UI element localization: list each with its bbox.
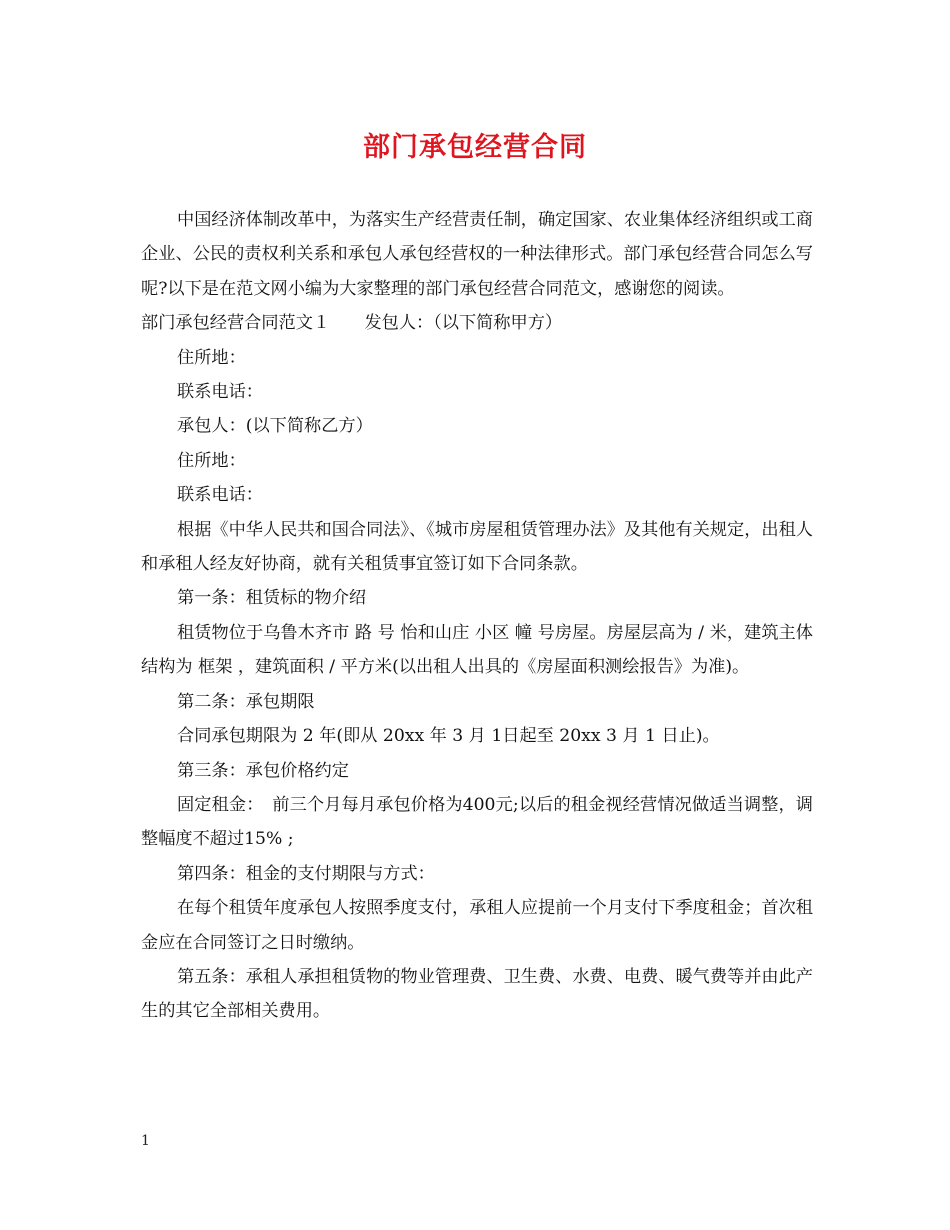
article-5-body: 第五条：承租人承担租赁物的物业管理费、卫生费、水费、电费、暖气费等并由此产生的其它全部相关费用。	[141, 966, 813, 1022]
article-2-body: 合同承包期限为 2 年(即从 20xx 年 3 月 1日起至 20xx 3 月 1 日止)。	[177, 726, 720, 747]
party-b-phone: 联系电话：	[177, 485, 263, 506]
page-number: 1	[141, 1133, 150, 1149]
article-3-body: 固定租金： 前三个月每月承包价格为400元;以后的租金视经营情况做适当调整，调整幅度不超过15% ;	[141, 794, 813, 850]
party-b-address: 住所地：	[177, 450, 246, 471]
article-1-body: 租赁物位于乌鲁木齐市 路 号 怡和山庄 小区 幢 号房屋。房屋层高为 / 米，建筑主体结构为 框架 ，建筑面积 / 平方米(以出租人出具的《房屋面积测绘报告》为准)。	[141, 622, 813, 678]
article-2-heading: 第二条：承包期限	[177, 691, 315, 712]
sample-heading-line: 部门承包经营合同范文１ 发包人：（以下简称甲方）	[141, 313, 563, 334]
article-1-heading: 第一条：租赁标的物介绍	[177, 588, 367, 609]
legal-basis-paragraph: 根据《中华人民共和国合同法》、《城市房屋租赁管理办法》及其他有关规定，出租人和承租人经友好协商，就有关租赁事宜签订如下合同条款。	[141, 519, 813, 575]
document-title: 部门承包经营合同	[363, 132, 587, 163]
intro-paragraph: 中国经济体制改革中，为落实生产经营责任制，确定国家、农业集体经济组织或工商企业、公民的责权利关系和承包人承包经营权的一种法律形式。部门承包经营合同怎么写呢?以下是在范文网小编为大家整理的部门承包经营合同范文，感谢您的阅读。	[141, 210, 813, 299]
party-b-line: 承包人：(以下简称乙方）	[177, 416, 373, 437]
party-a-address: 住所地：	[177, 347, 246, 368]
article-3-heading: 第三条：承包价格约定	[177, 760, 349, 781]
article-4-body: 在每个租赁年度承包人按照季度支付，承租人应提前一个月支付下季度租金；首次租金应在合同签订之日时缴纳。	[141, 898, 813, 953]
party-a-phone: 联系电话：	[177, 382, 263, 403]
document-body	[141, 203, 813, 1029]
article-4-heading: 第四条：租金的支付期限与方式：	[177, 863, 435, 884]
